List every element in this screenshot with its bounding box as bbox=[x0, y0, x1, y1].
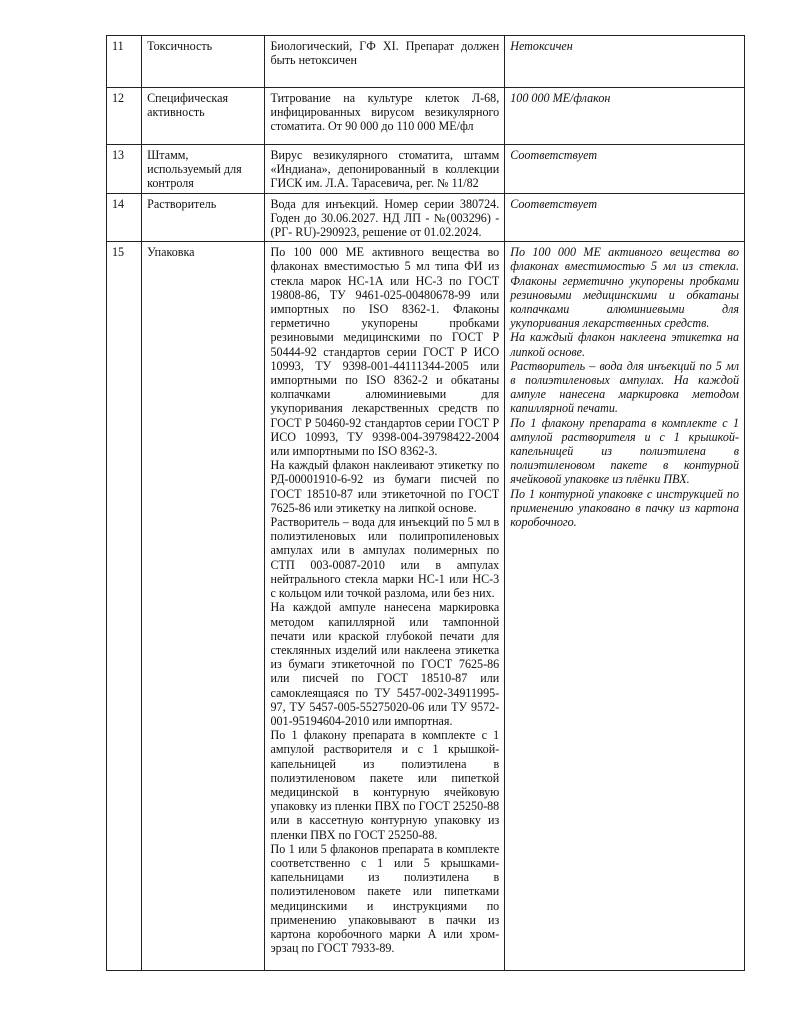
parameter-name: Растворитель bbox=[142, 193, 265, 242]
row-number: 15 bbox=[107, 242, 142, 971]
result-text bbox=[505, 242, 745, 971]
parameter-name: Специфическая активность bbox=[142, 88, 265, 145]
result-text: 100 000 МЕ/флакон bbox=[505, 88, 745, 145]
requirement-text bbox=[265, 242, 505, 971]
parameter-name: Штамм, используемый для контроля bbox=[142, 145, 265, 194]
table-row bbox=[107, 145, 745, 194]
result-paragraph: Растворитель – вода для инъекций по 5 мл в полиэтиленовых ампулах. На каждой ампуле нанесена маркировка методом капиллярной печати. bbox=[510, 358, 739, 416]
requirement-paragraph: Растворитель – вода для инъекций по 5 мл в полиэтиленовых или полипропиленовых ампулах или в ампулах полимерных по СТП 003-0087-2010 или в ампулах нейтрального стекла марки НС-1 или НС-3 с кольцом или точкой разлома, или без них. bbox=[270, 515, 500, 601]
result-text: Соответствует bbox=[505, 145, 745, 194]
table-row bbox=[107, 36, 745, 88]
parameter-name: Токсичность bbox=[142, 36, 265, 88]
requirement-paragraph: На каждой ампуле нанесена маркировка методом капиллярной или тампонной печати или краской глубокой печати для стеклянных изделий или наклеена этикетка из бумаги этикеточной по ГОСТ 7625-86 или писчей по ГОСТ 18510-87 или самоклеящаяся по ТУ 5457-002-34911995-97, ТУ 5457-005-55275020-06 или ТУ 9572-001-95194604-2010 или импортная. bbox=[270, 600, 500, 728]
result-paragraph: По 1 контурной упаковке с инструкцией по применению упаковано в пачку из картона коробочного. bbox=[510, 486, 739, 530]
table-row bbox=[107, 88, 745, 145]
result-paragraph: На каждый флакон наклеена этикетка на липкой основе. bbox=[510, 330, 739, 359]
table-row bbox=[107, 193, 745, 242]
result-text: Нетоксичен bbox=[505, 36, 745, 88]
row-number: 11 bbox=[107, 36, 142, 88]
parameter-name: Упаковка bbox=[142, 242, 265, 971]
result-text: Соответствует bbox=[505, 193, 745, 242]
requirement-paragraph: На каждый флакон наклеивают этикетку по РД-00001910-6-92 из бумаги писчей по ГОСТ 18510-87 или этикеточной по ГОСТ 7625-86 или этикетку на липкой основе. bbox=[270, 458, 500, 515]
row-number: 14 bbox=[107, 193, 142, 242]
row-number: 12 bbox=[107, 88, 142, 145]
requirement-text: Вода для инъекций. Номер серии 380724. Годен до 30.06.2027. НД ЛП - №(003296) - (РГ- RU)-290923, решение от 01.02.2024. bbox=[265, 193, 505, 242]
requirement-text: Биологический, ГФ XI. Препарат должен быть нетоксичен bbox=[265, 36, 505, 88]
requirement-paragraph: По 1 флакону препарата в комплекте с 1 ампулой растворителя и с 1 крышкой-капельницей из полиэтилена в полиэтиленовом пакете или пипеткой медицинской в контурную ячейковую упаковку из пленки ПВХ по ГОСТ 25250-88 или в кассетную контурную упаковку из пленки ПВХ по ГОСТ 25250-88. bbox=[270, 728, 500, 842]
requirement-text: Вирус везикулярного стоматита, штамм «Индиана», депонированный в коллекции ГИСК им. Л.А. Тарасевича, рег. № 11/82 bbox=[265, 145, 505, 194]
result-paragraph: По 1 флакону препарата в комплекте с 1 ампулой растворителя и с 1 крышкой-капельницей из полиэтилена в полиэтиленовом пакете в контурной ячейковой упаковке из плёнки ПВХ. bbox=[510, 415, 739, 487]
row-number: 13 bbox=[107, 145, 142, 194]
requirement-paragraph: По 1 или 5 флаконов препарата в комплекте соответственно с 1 или 5 крышками-капельницами из полиэтилена в полиэтиленовом пакете или пипетками медицинскими и инструкциями по применению упаковывают в пачки из картона коробочного марки А или хром-эрзац по ГОСТ 7933-89. bbox=[270, 841, 500, 956]
specification-table bbox=[106, 35, 745, 971]
requirement-paragraph: По 100 000 МЕ активного вещества во флаконах вместимостью 5 мл типа ФИ из стекла марок НС-1А или НС-3 по ГОСТ 19808-86, ТУ 9461-025-00480678-99 или импортных по ISO 8362-1. Флаконы герметично укупорены пробками резиновыми медицинскими по ГОСТ Р 50444-92 стандартов серии ГОСТ Р ИСО 10993, ТУ 9398-001-44111344-2005 или импортными по ISO 8362-2 и обкатаны колпачками алюминиевыми для укупоривания лекарственных средств по ГОСТ Р 50460-92 стандартов серии ГОСТ Р ИСО 10993, ТУ 9398-004-39798422-2004 или импортными по ISO 8362-3. bbox=[270, 245, 500, 459]
requirement-text: Титрование на культуре клеток Л-68, инфицированных вирусом везикулярного стоматита. От 90 000 до 110 000 МЕ/фл bbox=[265, 88, 505, 145]
result-paragraph: По 100 000 МЕ активного вещества во флаконах вместимостью 5 мл из стекла. Флаконы герметично укупорены пробками резиновыми медицинскими и обкатаны колпачками алюминиевыми для укупоривания лекарственных средств. bbox=[510, 245, 739, 331]
table-row bbox=[107, 242, 745, 971]
